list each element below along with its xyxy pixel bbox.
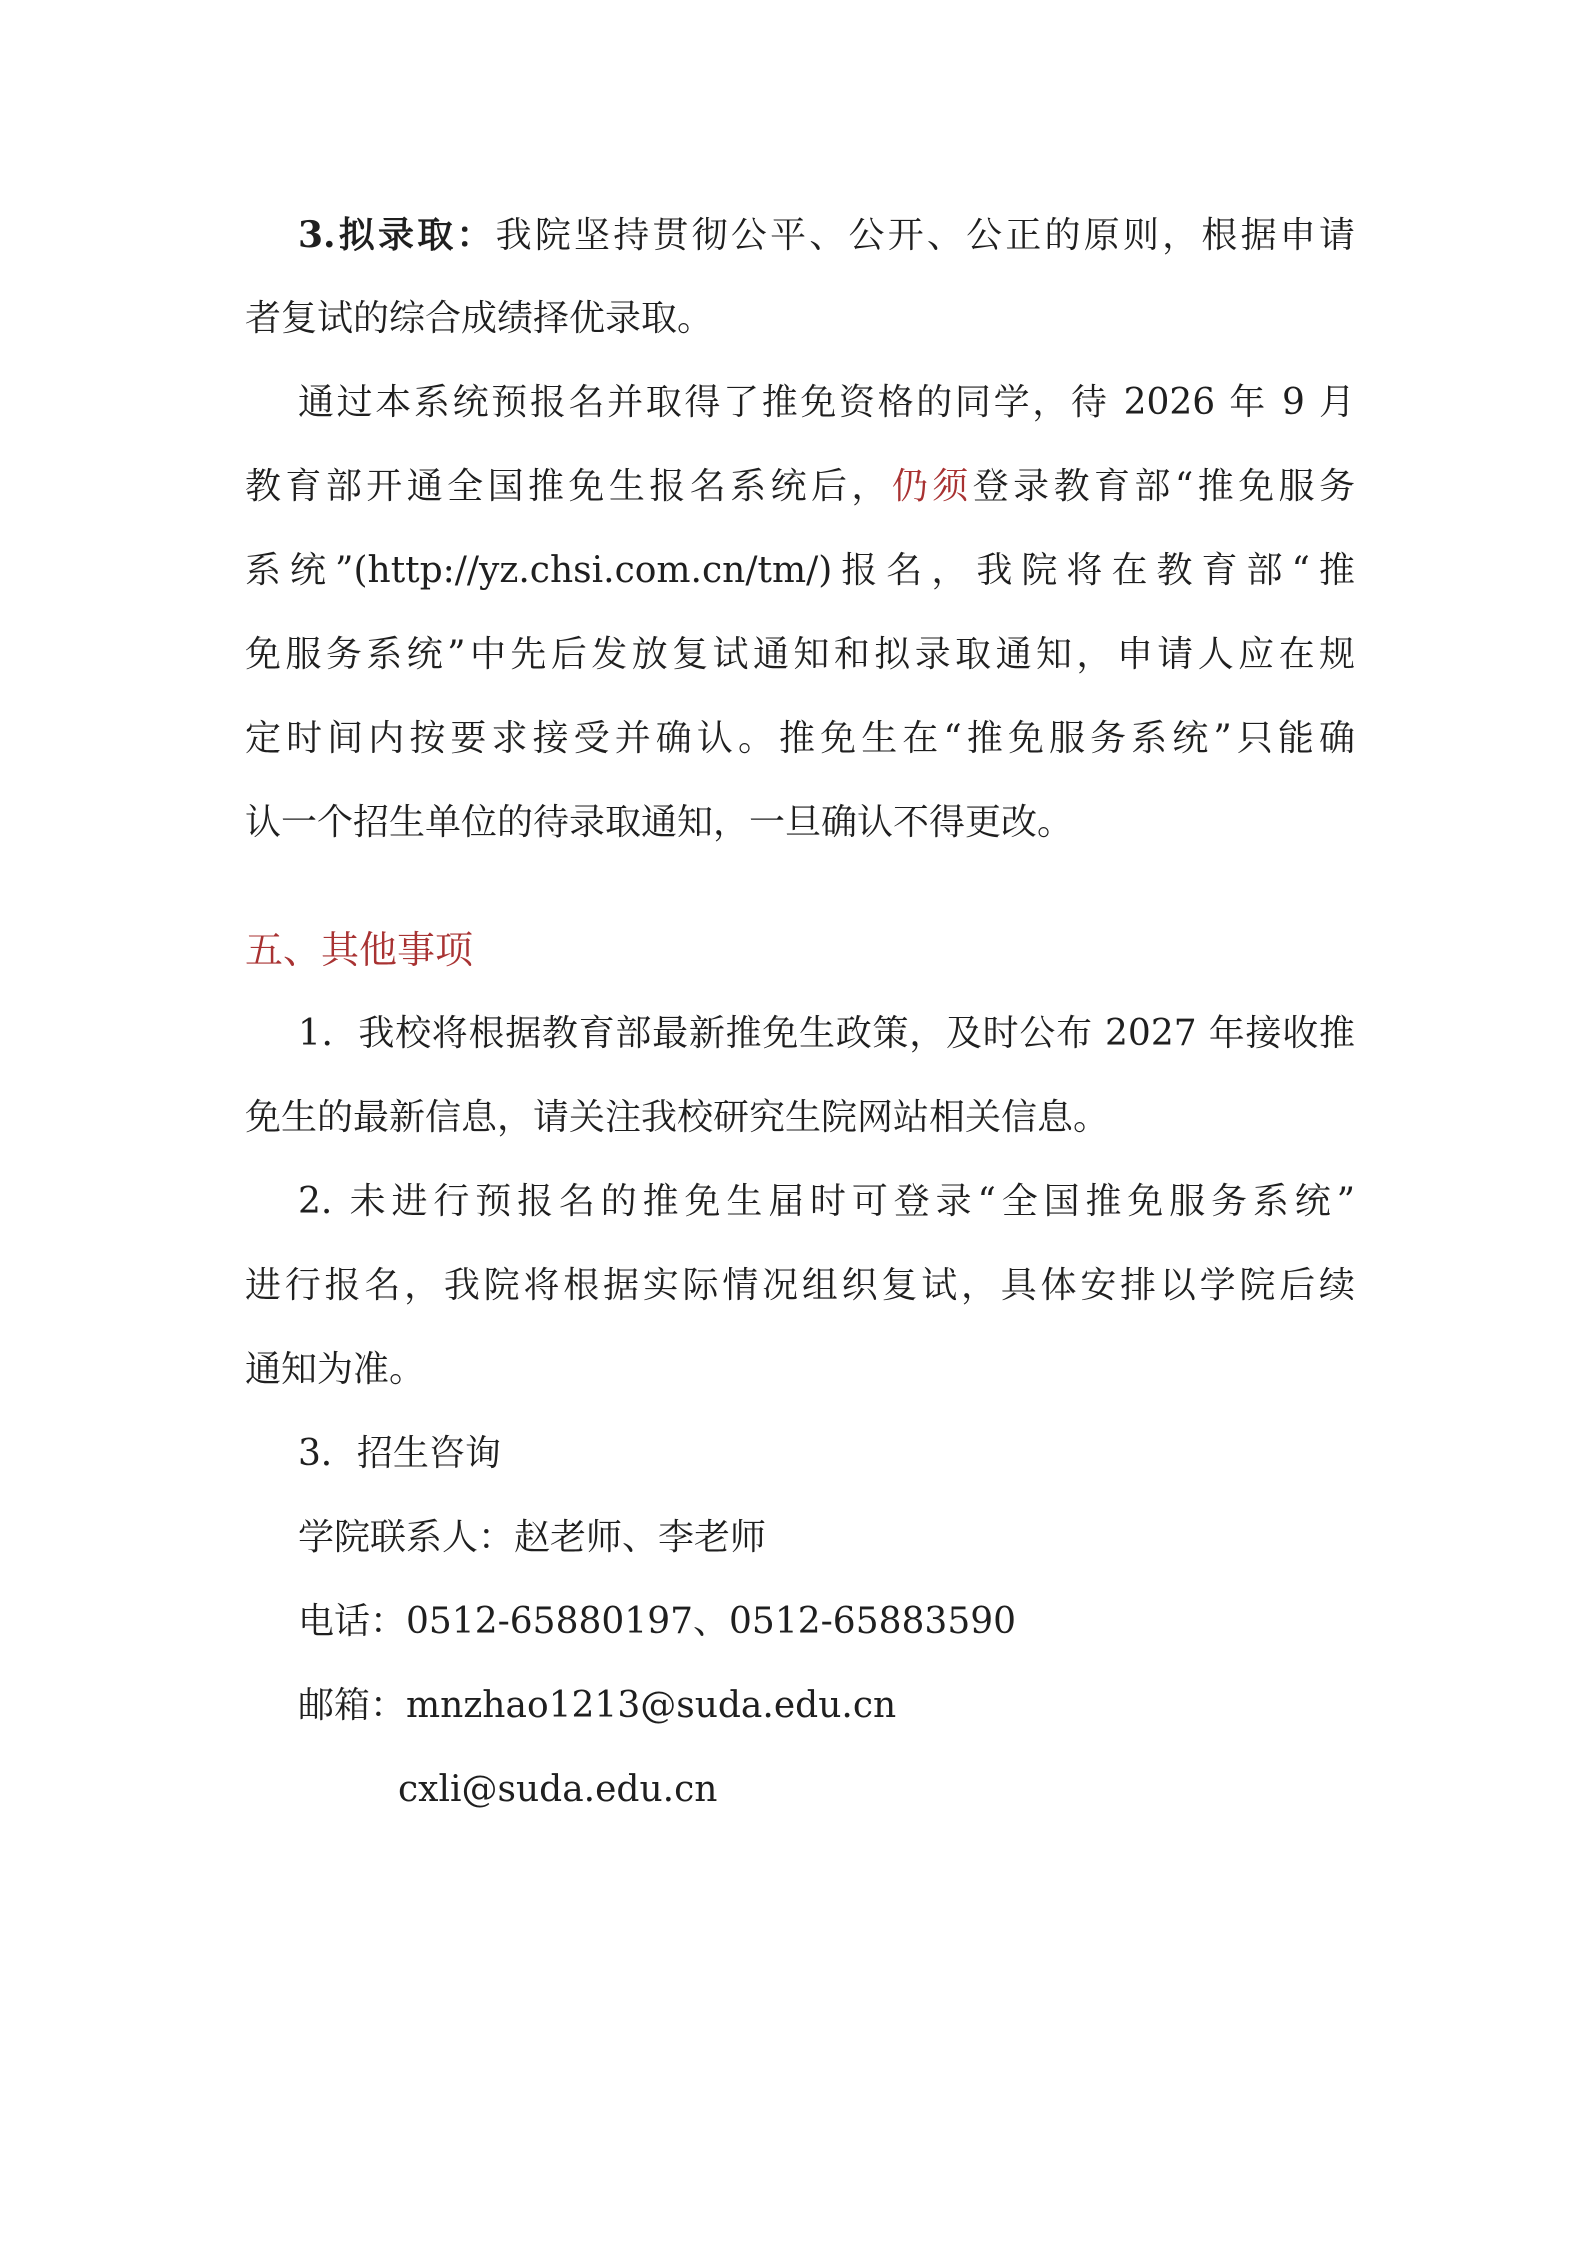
para2-line5: 定时间内按要求接受并确认。推免生在“推免服务系统”只能确 (245, 718, 1355, 759)
para2-line2 (245, 445, 1355, 529)
item3-line1-text: 我院坚持贯彻公平、公开、公正的原则，根据申请 (495, 215, 1355, 256)
contact-person: 学院联系人：赵老师、李老师 (298, 1517, 767, 1558)
section5-item2-line3: 通知为准。 (245, 1349, 426, 1390)
para2-line3: 系统”(http://yz.chsi.com.cn/tm/)报名，我院将在教育部“推 (245, 550, 1355, 591)
contact-phone: 电话：0512-65880197、0512-65883590 (298, 1601, 1017, 1642)
item3-label: 3.拟录取： (298, 214, 496, 256)
section5-item1-line1: 1．我校将根据教育部最新推免生政策，及时公布 2027 年接收推 (298, 1013, 1355, 1054)
section5-item2-line2: 进行报名，我院将根据实际情况组织复试，具体安排以学院后续 (245, 1265, 1355, 1306)
para2-highlight: 仍须 (891, 466, 973, 507)
para2-line1: 通过本系统预报名并取得了推免资格的同学，待 2026 年 9 月 (298, 382, 1355, 423)
section5-heading: 五、其他事项 (245, 928, 474, 972)
contact-email-2: cxli@suda.edu.cn (398, 1769, 718, 1810)
para2-line6: 认一个招生单位的待录取通知，一旦确认不得更改。 (245, 802, 1074, 843)
para2-line2-pre: 教育部开通全国推免生报名系统后， (245, 466, 892, 507)
item3-line1 (298, 193, 1355, 277)
contact-email-1: 邮箱：mnzhao1213@suda.edu.cn (298, 1685, 897, 1726)
para2-line4: 免服务系统”中先后发放复试通知和拟录取通知，申请人应在规 (245, 634, 1355, 675)
section5-item1-line2: 免生的最新信息，请关注我校研究生院网站相关信息。 (245, 1097, 1110, 1138)
section5-item2-line1: 2. 未进行预报名的推免生届时可登录“全国推免服务系统” (298, 1181, 1355, 1222)
item3-line2: 者复试的综合成绩择优录取。 (245, 298, 714, 339)
para2-line2-post: 登录教育部“推免服务 (972, 466, 1355, 507)
section5-item3-title: 3．招生咨询 (298, 1433, 501, 1474)
